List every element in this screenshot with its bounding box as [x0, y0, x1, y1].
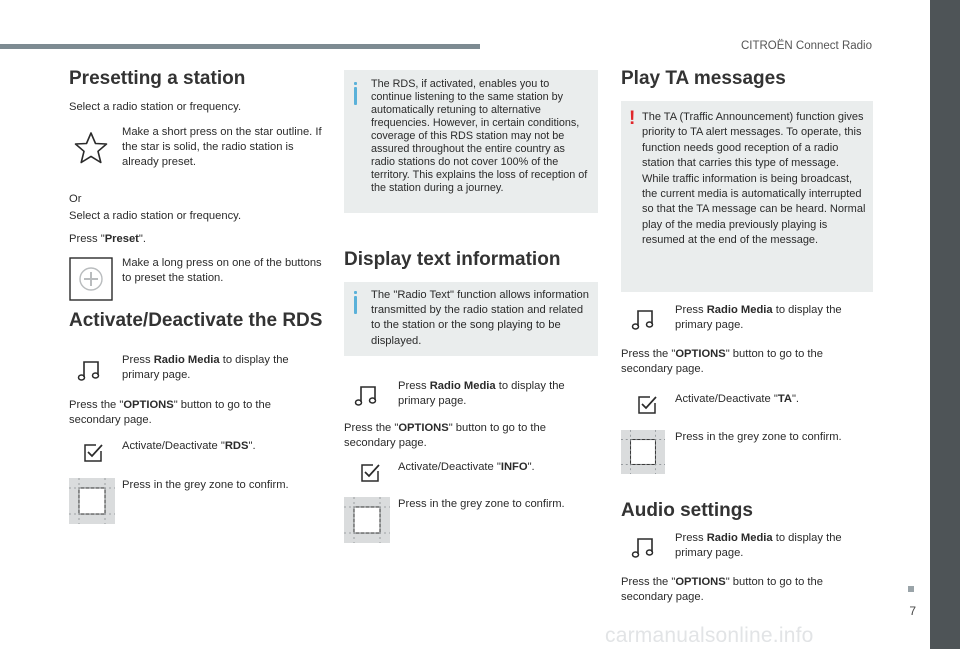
radio-text-note: The "Radio Text" function allows information transmitted by the radio station and related to the station or the song playing to be displayed.: [344, 282, 598, 356]
music-note-icon: [77, 357, 103, 383]
rds-grey-zone: Press in the grey zone to confirm.: [122, 479, 289, 491]
display-text-title: Display text information: [344, 249, 561, 270]
add-preset-icon: [69, 257, 113, 301]
checkbox-icon: [637, 395, 657, 415]
checkbox-icon: [360, 463, 380, 483]
info-icon: [354, 87, 357, 105]
rds-title: Activate/Deactivate the RDS: [69, 310, 323, 331]
preset-press-preset: Press "Preset".: [69, 233, 146, 245]
rds-press-radio-media: Press Radio Media to display the primary page.: [122, 354, 289, 382]
text-grey-zone: Press in the grey zone to confirm.: [398, 498, 565, 510]
continue-marker: [908, 586, 914, 592]
side-tab: [930, 0, 960, 649]
star-outline-icon: [73, 130, 109, 166]
grey-zone-icon: [69, 478, 115, 524]
header-bar: [0, 44, 480, 49]
ta-activate: Activate/Deactivate "TA".: [675, 393, 800, 405]
rds-activate: Activate/Deactivate "RDS".: [122, 440, 256, 452]
preset-select-1: Select a radio station or frequency.: [69, 101, 242, 113]
info-dot-icon: [354, 82, 357, 85]
audio-options: Press the "OPTIONS" button to go to the secondary page.: [621, 576, 823, 604]
ta-press-radio-media: Press Radio Media to display the primary page.: [675, 304, 842, 332]
rds-info-note: The RDS, if activated, enables you to continue listening to the same station by automatically retuning to alternative frequencies. However, in certain conditions, coverage of this RDS station may not be assured throughout the entire country as radio stations do not cover 100% of the territory. This explains the loss of reception of the station during a journey.: [344, 70, 598, 213]
ta-title: Play TA messages: [621, 68, 786, 89]
text-press-radio-media: Press Radio Media to display the primary page.: [398, 380, 565, 408]
preset-select-2: Select a radio station or frequency.: [69, 210, 242, 222]
rds-options: Press the "OPTIONS" button to go to the secondary page.: [69, 399, 271, 427]
grey-zone-icon: [621, 430, 665, 474]
audio-settings-title: Audio settings: [621, 500, 753, 521]
presetting-title: Presetting a station: [69, 68, 246, 89]
brand-title: CITROËN Connect Radio: [740, 40, 872, 52]
preset-short-press: Make a short press on the star outline. If the star is solid, the radio station is already preset.: [122, 126, 322, 169]
info-icon: [354, 296, 357, 314]
preset-or: Or: [69, 193, 82, 205]
ta-warning-note: ! The TA (Traffic Announcement) function gives priority to TA alert messages. To operate, this function needs good reception of a radio station that carries this type of message. While traffic information is being broadcast, the current media is automatically interrupted so that the TA message can be heard. Normal play of the media previously playing is resumed at the end of the message.: [621, 101, 873, 292]
music-note-icon: [631, 534, 657, 560]
preset-long-press: Make a long press on one of the buttons to preset the station.: [122, 257, 322, 285]
music-note-icon: [631, 306, 657, 332]
page-number: 7: [909, 604, 916, 618]
watermark: carmanualsonline.info: [605, 624, 814, 647]
text-activate: Activate/Deactivate "INFO".: [398, 461, 535, 473]
ta-options: Press the "OPTIONS" button to go to the secondary page.: [621, 348, 823, 376]
grey-zone-icon: [344, 497, 390, 543]
ta-grey-zone: Press in the grey zone to confirm.: [675, 431, 842, 443]
audio-press-radio-media: Press Radio Media to display the primary page.: [675, 532, 842, 560]
info-dot-icon: [354, 291, 357, 294]
music-note-icon: [354, 382, 380, 408]
checkbox-icon: [83, 443, 103, 463]
warning-icon: !: [629, 108, 636, 129]
text-options: Press the "OPTIONS" button to go to the secondary page.: [344, 422, 546, 450]
